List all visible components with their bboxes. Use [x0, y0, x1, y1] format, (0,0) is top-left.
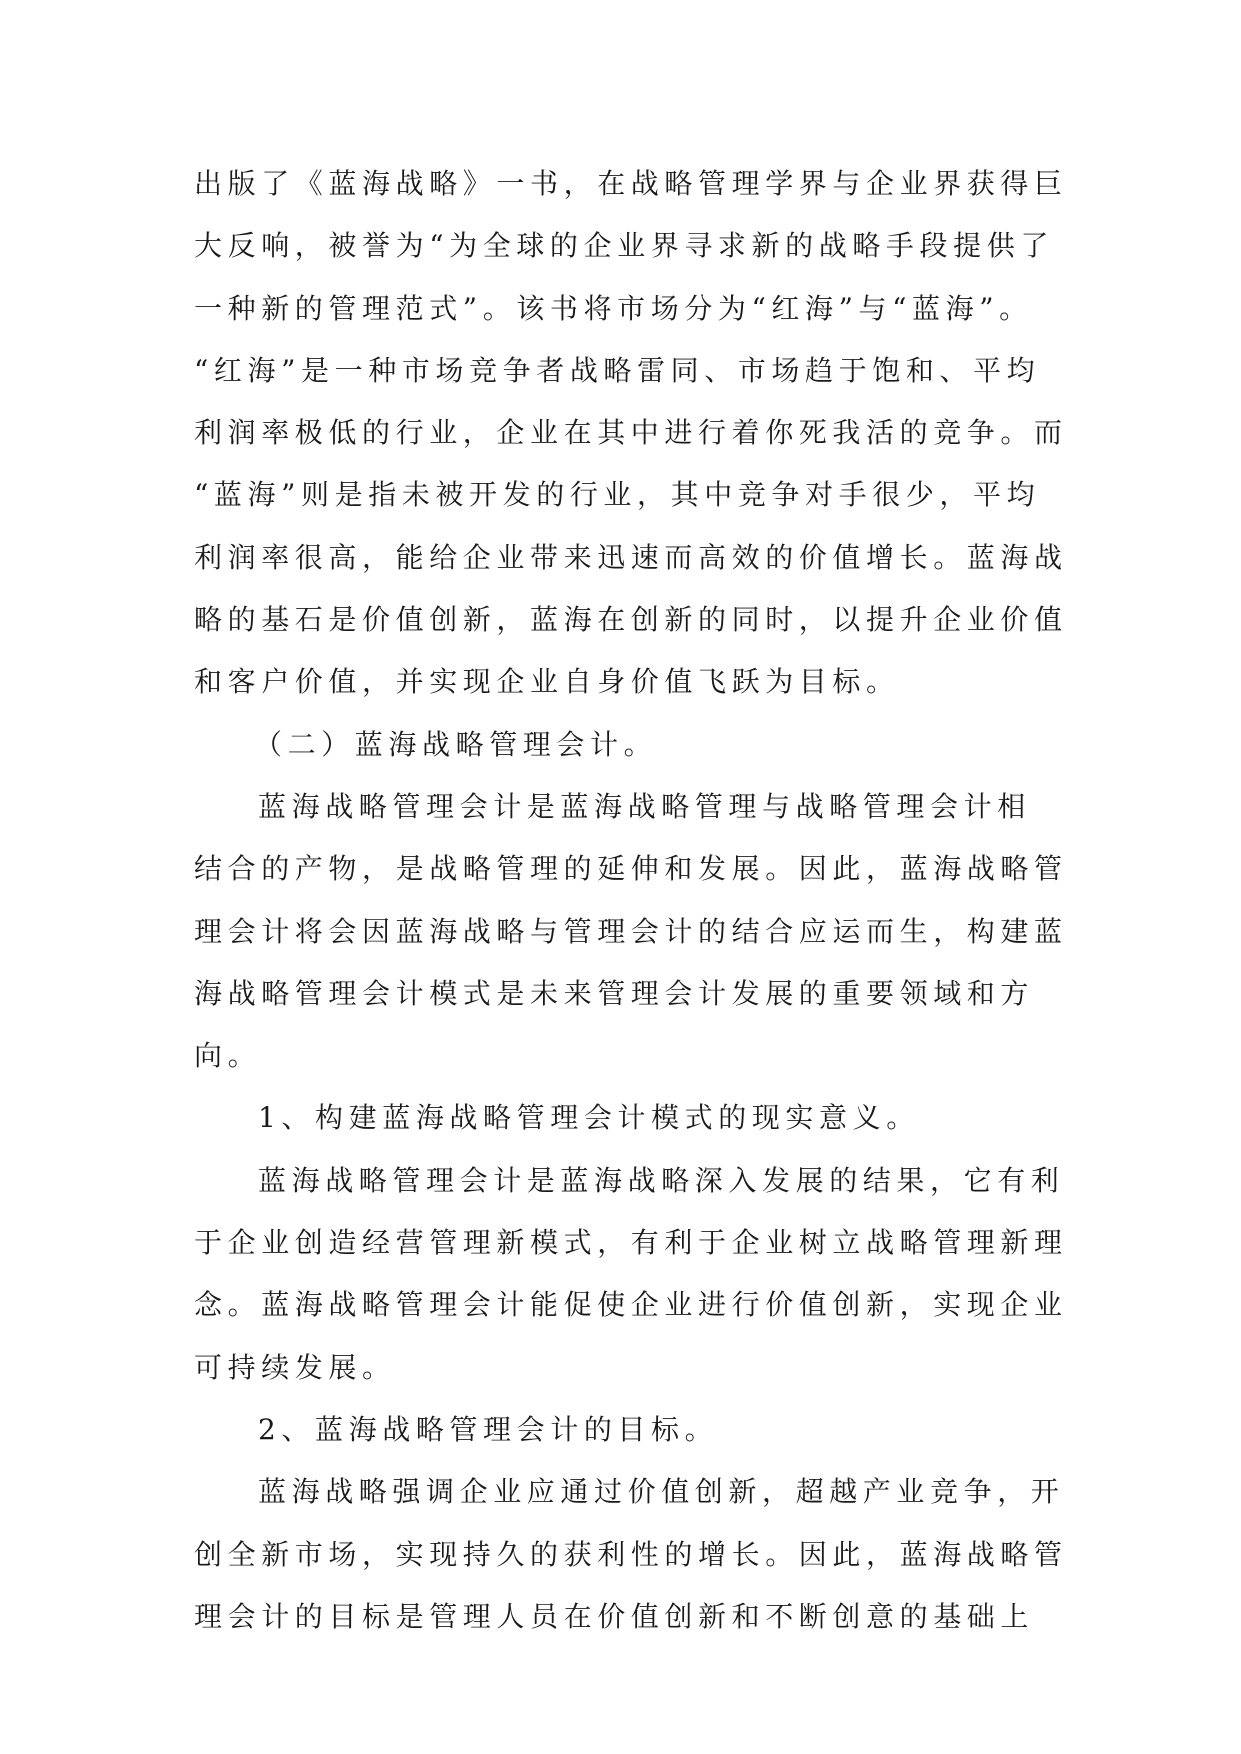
text-line: 海战略管理会计模式是未来管理会计发展的重要领域和方: [194, 976, 1035, 1010]
text-line: “红海”是一种市场竞争者战略雷同、市场趋于饱和、平均: [194, 353, 1041, 387]
text-line: 于企业创造经营管理新模式，有利于企业树立战略管理新理: [194, 1226, 1068, 1260]
text-line: 向。: [194, 1039, 262, 1073]
text-line: 可持续发展。: [194, 1350, 396, 1384]
text-line: 结合的产物，是战略管理的延伸和发展。因此，蓝海战略管: [194, 852, 1068, 886]
subsection-heading: 2、蓝海战略管理会计的目标。: [258, 1412, 719, 1446]
text-line: 创全新市场，实现持久的获利性的增长。因此，蓝海战略管: [194, 1537, 1068, 1571]
text-line: 和客户价值，并实现企业自身价值飞跃为目标。: [194, 665, 900, 699]
text-line: 略的基石是价值创新，蓝海在创新的同时，以提升企业价值: [194, 603, 1068, 637]
text-line: 理会计将会因蓝海战略与管理会计的结合应运而生，构建蓝: [194, 914, 1068, 948]
paragraph-first-line: 蓝海战略管理会计是蓝海战略管理与战略管理会计相: [258, 789, 1031, 823]
text-line: 念。蓝海战略管理会计能促使企业进行价值创新，实现企业: [194, 1288, 1068, 1322]
text-line: 一种新的管理范式”。该书将市场分为“红海”与“蓝海”。: [194, 291, 1033, 325]
section-heading: （二）蓝海战略管理会计。: [254, 727, 658, 761]
text-line: 利润率很高，能给企业带来迅速而高效的价值增长。蓝海战: [194, 540, 1068, 574]
text-line: 理会计的目标是管理人员在价值创新和不断创意的基础上: [194, 1599, 1035, 1633]
subsection-heading: 1、构建蓝海战略管理会计模式的现实意义。: [258, 1101, 920, 1135]
paragraph-first-line: 蓝海战略强调企业应通过价值创新，超越产业竞争，开: [258, 1475, 1065, 1509]
document-page: [194, 153, 1068, 1648]
text-line: 出版了《蓝海战略》一书，在战略管理学界与企业界获得巨: [194, 167, 1068, 200]
text-line: 利润率极低的行业，企业在其中进行着你死我活的竞争。而: [194, 416, 1068, 450]
paragraph-first-line: 蓝海战略管理会计是蓝海战略深入发展的结果，它有利: [258, 1163, 1065, 1197]
text-line: “蓝海”则是指未被开发的行业，其中竞争对手很少，平均: [194, 478, 1041, 512]
text-line: 大反响，被誉为“为全球的企业界寻求新的战略手段提供了: [194, 229, 1054, 263]
